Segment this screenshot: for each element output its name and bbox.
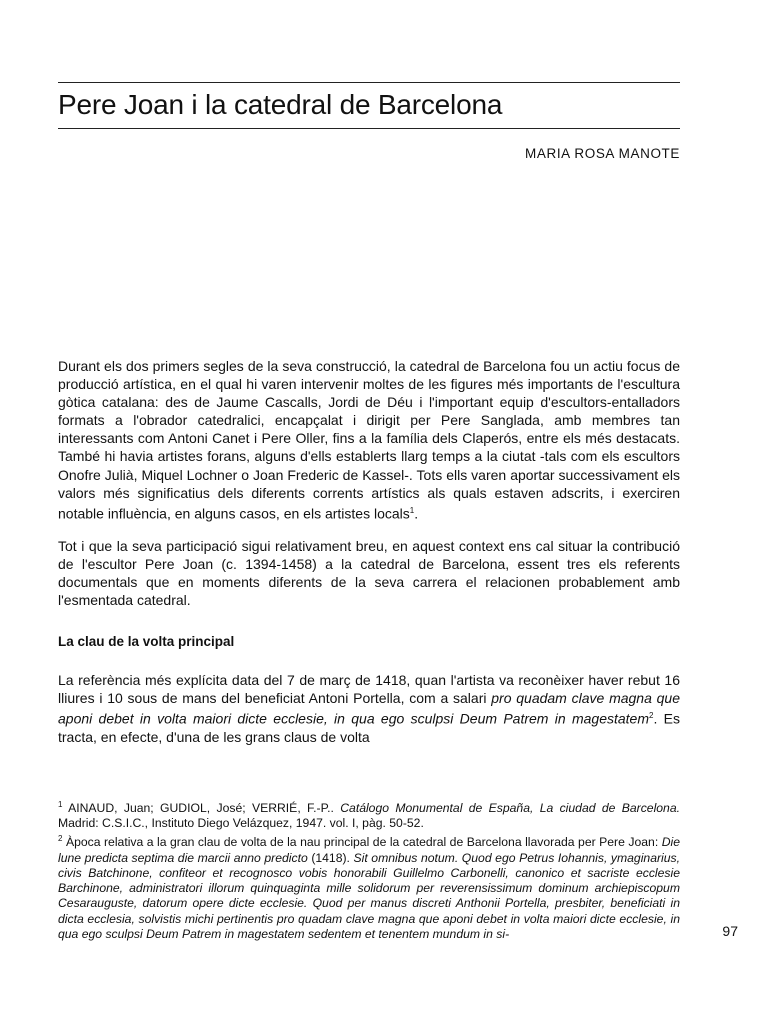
footnote-2-text-a: Àpoca relativa a la gran clau de volta de la nau principal de la catedral de Barcelona llavorada per Pere Joan: (62, 835, 662, 850)
section-heading: La clau de la volta principal (58, 633, 235, 649)
footnote-1-book-title: Catálogo Monumental de España, La ciudad de Barcelona. (340, 801, 680, 816)
footnote-1-text-a: AINAUD, Juan; GUDIOL, José; VERRIÉ, F.-P.. (62, 801, 341, 816)
article-title: Pere Joan i la catedral de Barcelona (58, 89, 503, 120)
footnote-ref-1[interactable]: 1 (409, 505, 415, 515)
footnotes (58, 797, 680, 942)
paragraph-clau-latin-quote: pro quadam clave magna que aponi debet in volta maiori dicte ecclesie, in qua ego sculpsi Deum Patrem in magestatem (58, 690, 681, 727)
paragraph-intro-text: Durant els dos primers segles de la seva construcció, la catedral de Barcelona fou un actiu focus de producció artística, en el qual hi varen intervenir moltes de les figures més importants de l'escultura gòtica catalana: des de Jaume Cascalls, Jordi de Déu i l'important equip d'escultors-entalladors formats a l'obrador catedralici, encapçalat i dirigit per Pere Sanglada, amb membres tan interessants com Antoni Canet i Pere Oller, fins a la família dels Claperós, entre els més destacats. També hi havia artistes forans, alguns d'ells establerts llarg temps a la ciutat -tals com els escultors Onofre Julià, Miquel Lochner o Joan Frederic de Kassel-. Tots ells varen aportar successivament els valors més significatius dels diferents corrents artístics als quals estaven adscrits, i exerciren notable influència, en alguns casos, en els artistes locals (58, 358, 680, 522)
footnote-1-mark: 1 (58, 800, 63, 809)
footnote-1 (58, 797, 680, 831)
author-name: MARIA ROSA MANOTE (525, 146, 680, 161)
footnote-2-mark: 2 (58, 834, 63, 844)
page-number: 97 (722, 923, 738, 939)
paragraph-clau-text-a: La referència més explícita data del 7 de març de 1418, quan l'artista va reconèixer haver rebut 16 lliures i 10 sous de mans del beneficiat Antoni Portella, com a salari (58, 671, 680, 707)
paragraph-intro-end: . (414, 505, 419, 522)
title-top-rule (58, 82, 680, 83)
paragraph-clau-text-b: . Es tracta, en efecte, d'una de les grans claus de volta (58, 710, 680, 745)
footnote-ref-2[interactable]: 2 (649, 711, 654, 721)
paragraph-intro (58, 357, 680, 523)
footnote-2-text-b: (1418). (307, 850, 354, 865)
paragraph-clau (58, 671, 680, 746)
paragraph-context: Tot i que la seva participació sigui relativament breu, en aquest context ens cal situar la contribució de l'escultor Pere Joan (c. 1394-1458) a la catedral de Barcelona, essent tres els referents documentals que en moments diferents de la seva carrera el relacionen probablement amb l'esmentada catedral. (58, 537, 680, 608)
footnote-2 (58, 831, 680, 941)
paper-page (58, 0, 680, 1024)
footnote-1-text-b: Madrid: C.S.I.C., Instituto Diego Velázquez, 1947. vol. I, pàg. 50-52. (58, 816, 424, 831)
article-body (58, 357, 680, 760)
title-bottom-rule (58, 128, 680, 129)
footnote-2-latin-date: Die lune predicta septima die marcii anno predicto (58, 835, 680, 865)
footnote-2-latin-document: Sit omnibus notum. Quod ego Petrus Iohannis, ymaginarius, civis Batchinone, confiteor et recognosco vobis honorabili Guillelmo Carbonelli, canonico et sacriste ecclesie Barchinone, administratori illorum quinquaginta mille solidorum per reverensissimum dominum archiepiscopum Cesarauguste, datorum opere dicte ecclesie. Quod per manus discreti Anthonii Portella, presbiter, beneficiati in dicta ecclesia, solvistis michi pertinentis pro quadam clave magna que aponi debet in volta maiori dicte ecclesie, in qua ego sculpsi Deum Patrem in magestatem sedentem et tenentem mundum in si- (58, 850, 680, 941)
